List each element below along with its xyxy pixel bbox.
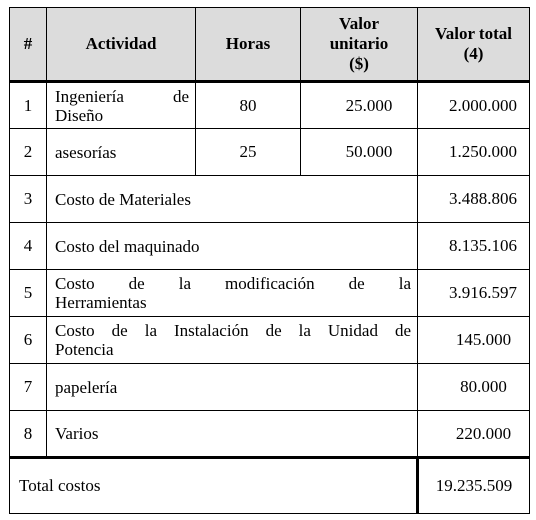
cost-table xyxy=(9,7,530,514)
row-total: 145.000 xyxy=(418,317,530,364)
header-row xyxy=(10,8,530,82)
header-total-value-line1: Valor total xyxy=(435,24,512,43)
header-unit-value-line3: ($) xyxy=(349,54,369,73)
row-activity: Costo del maquinado xyxy=(47,223,418,270)
table-row xyxy=(10,317,530,364)
row-activity-line2: Herramientas xyxy=(55,293,147,312)
row-activity xyxy=(47,317,418,364)
row-total: 1.250.000 xyxy=(418,129,530,176)
row-total: 3.488.806 xyxy=(418,176,530,223)
total-value: 19.235.509 xyxy=(418,458,530,514)
table-row xyxy=(10,364,530,411)
row-total: 8.135.106 xyxy=(418,223,530,270)
table-row xyxy=(10,223,530,270)
header-unit-value-line1: Valor xyxy=(339,14,379,33)
row-num: 8 xyxy=(10,411,47,458)
header-total-value xyxy=(418,8,530,82)
table-row xyxy=(10,176,530,223)
row-activity: Varios xyxy=(47,411,418,458)
row-activity-line1: Costo de la modificación de la xyxy=(55,274,411,293)
row-num: 4 xyxy=(10,223,47,270)
row-num: 3 xyxy=(10,176,47,223)
row-unit-value: 25.000 xyxy=(301,82,418,129)
header-unit-value xyxy=(301,8,418,82)
row-total: 2.000.000 xyxy=(418,82,530,129)
row-total: 3.916.597 xyxy=(418,270,530,317)
row-activity xyxy=(47,270,418,317)
header-num: # xyxy=(10,8,47,82)
total-row xyxy=(10,458,530,514)
row-hours: 25 xyxy=(196,129,301,176)
row-num: 6 xyxy=(10,317,47,364)
header-hours: Horas xyxy=(196,8,301,82)
row-activity xyxy=(47,82,196,129)
row-activity: papelería xyxy=(47,364,418,411)
row-num: 7 xyxy=(10,364,47,411)
row-activity-line2: Potencia xyxy=(55,340,114,359)
header-activity: Actividad xyxy=(47,8,196,82)
table-row xyxy=(10,411,530,458)
row-total: 220.000 xyxy=(418,411,530,458)
table-row xyxy=(10,129,530,176)
row-total: 80.000 xyxy=(418,364,530,411)
header-unit-value-line2: unitario xyxy=(329,34,389,53)
row-activity: Costo de Materiales xyxy=(47,176,418,223)
row-activity-line1: Costo de la Instalación de la Unidad de xyxy=(55,321,411,340)
row-num: 5 xyxy=(10,270,47,317)
cost-table-container xyxy=(9,7,530,514)
row-activity: asesorías xyxy=(47,129,196,176)
row-activity-line1: Ingeniería de xyxy=(55,86,189,106)
row-num: 1 xyxy=(10,82,47,129)
row-unit-value: 50.000 xyxy=(301,129,418,176)
total-label: Total costos xyxy=(10,458,418,514)
table-row xyxy=(10,82,530,129)
header-total-value-line2: (4) xyxy=(463,44,484,63)
table-row xyxy=(10,270,530,317)
row-hours: 80 xyxy=(196,82,301,129)
row-num: 2 xyxy=(10,129,47,176)
row-activity-line2: Diseño xyxy=(55,105,104,125)
